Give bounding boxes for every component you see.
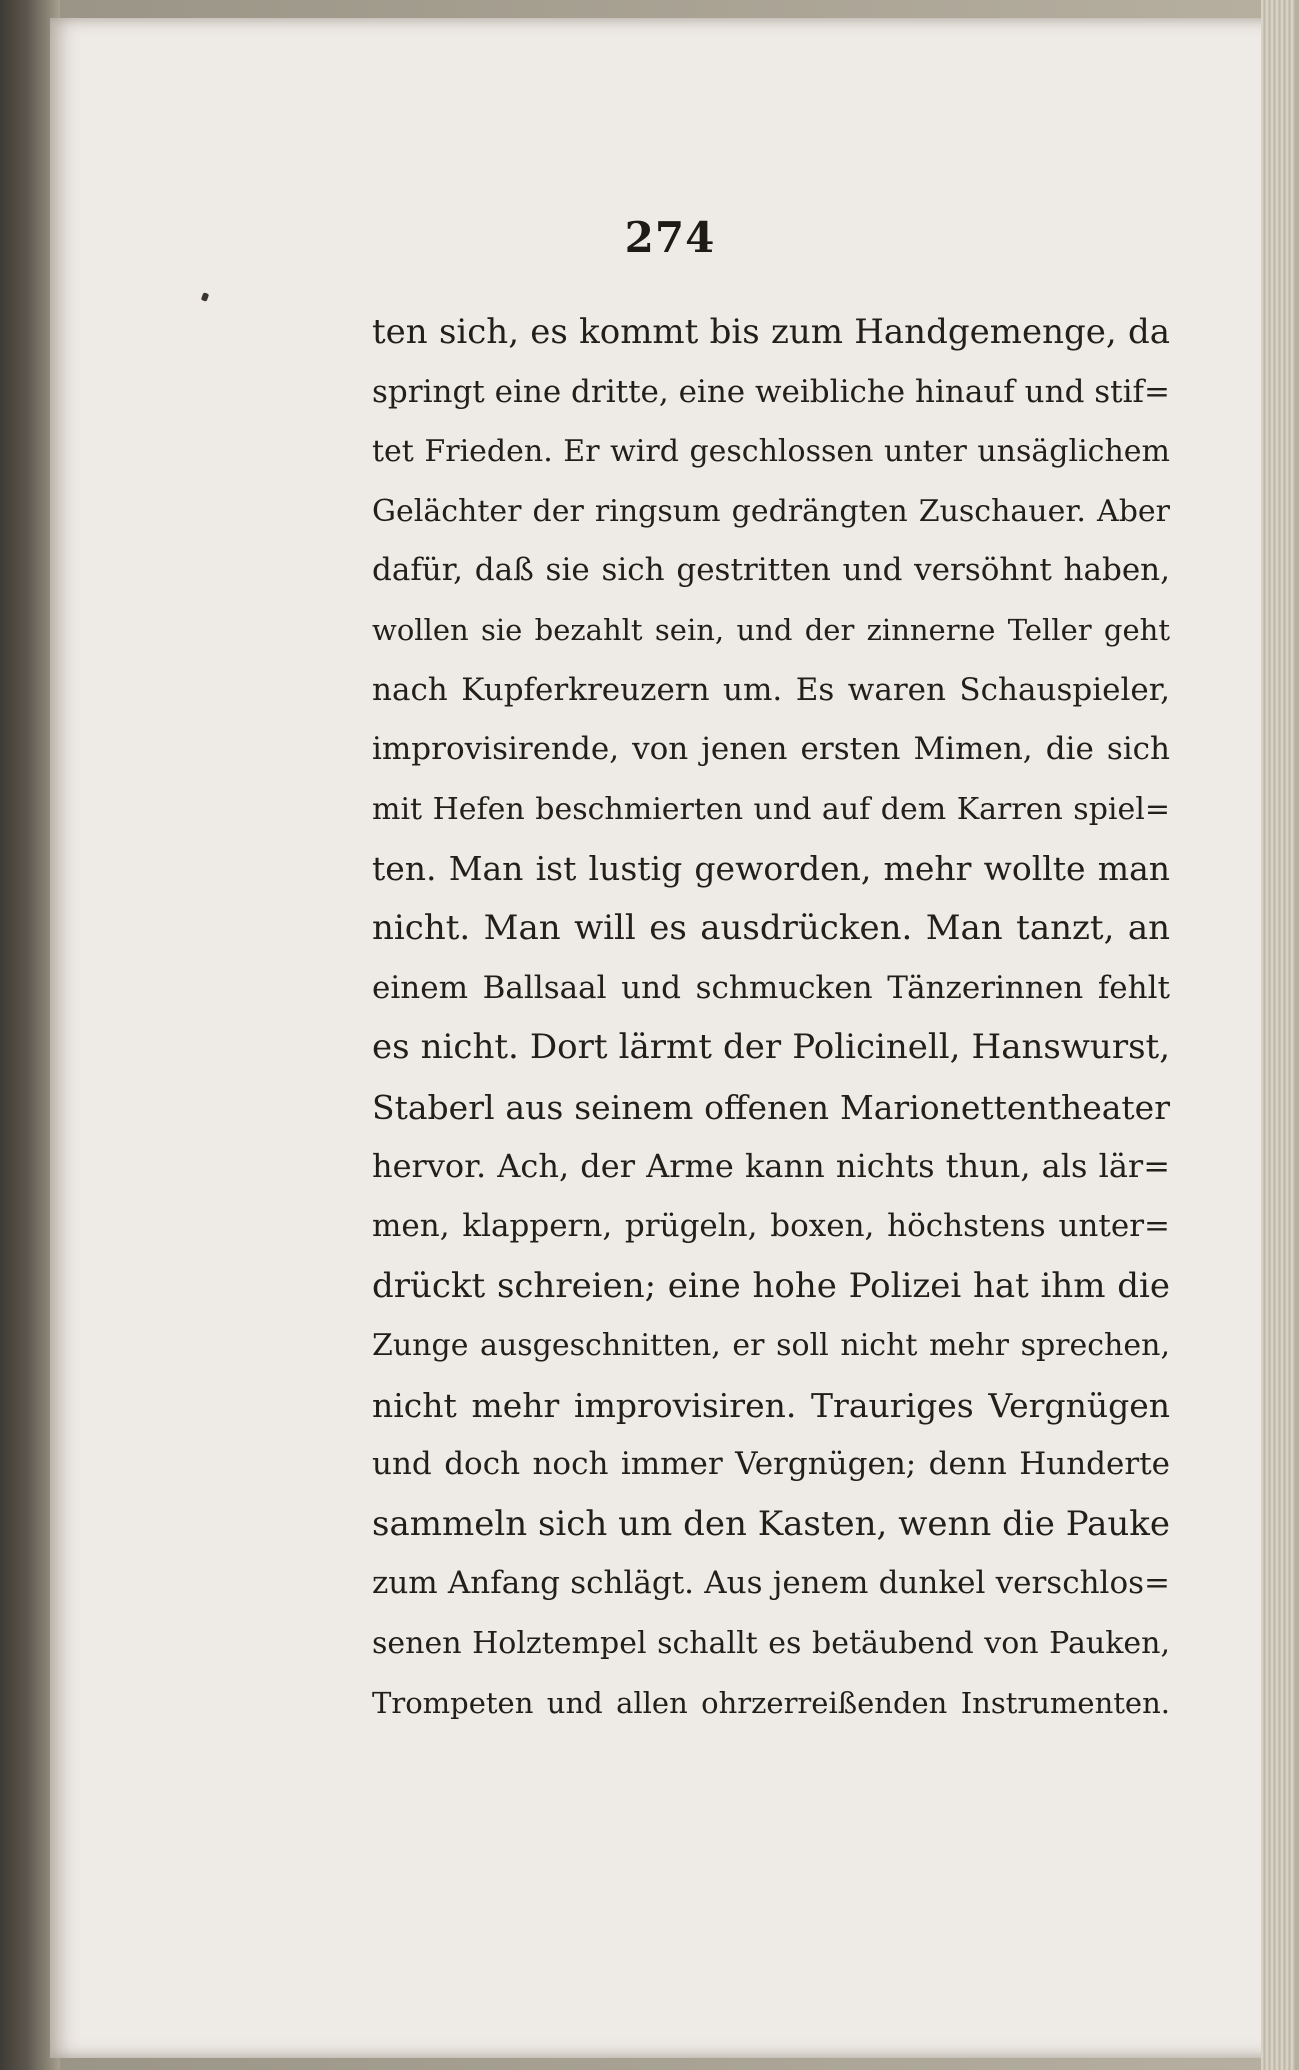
- text-line: ten sich, es kommt bis zum Handgemenge, da: [372, 312, 1170, 352]
- text-line: einem Ballsaal und schmucken Tänzerinnen fehlt: [372, 969, 1170, 1006]
- page-number: 274: [624, 213, 716, 262]
- text-line: es nicht. Dort lärmt der Policinell, Hanswurst,: [372, 1027, 1170, 1068]
- text-line: mit Hefen beschmierten und auf dem Karren spiel=: [372, 791, 1170, 827]
- text-line: zum Anfang schlägt. Aus jenem dunkel verschlos=: [372, 1565, 1170, 1602]
- text-line: hervor. Ach, der Arme kann nichts thun, als lär=: [372, 1147, 1170, 1186]
- text-line: und doch noch immer Vergnügen; denn Hunderte: [372, 1446, 1170, 1483]
- text-line: Staberl aus seinem offenen Marionettentheater: [372, 1087, 1170, 1127]
- text-line: senen Holztempel schallt es betäubend von Pauken,: [372, 1626, 1170, 1662]
- text-line: men, klappern, prügeln, boxen, höchstens unter=: [372, 1207, 1170, 1244]
- page-edges: [1261, 0, 1295, 2070]
- text-line: nicht. Man will es ausdrücken. Man tanzt, an: [372, 907, 1170, 948]
- text-line: tet Frieden. Er wird geschlossen unter unsäglichem: [372, 434, 1170, 470]
- text-line: nach Kupferkreuzern um. Es waren Schauspieler,: [372, 671, 1170, 708]
- text-line: drückt schreien; eine hohe Polizei hat ihm die: [372, 1265, 1170, 1306]
- text-line: wollen sie bezahlt sein, und der zinnerne Teller geht: [372, 612, 1170, 647]
- text-line: ten. Man ist lustig geworden, mehr wollte man: [372, 849, 1170, 889]
- text-line: improvisirende, von jenen ersten Mimen, die sich: [372, 731, 1170, 768]
- text-line: Gelächter der ringsum gedrängten Zuschauer. Aber: [372, 493, 1170, 529]
- book-page: [50, 18, 1290, 2058]
- text-line: springt eine dritte, eine weibliche hinauf und stif=: [372, 373, 1170, 410]
- ink-speck: [201, 292, 209, 302]
- body-text: [372, 303, 1170, 1733]
- text-line: Trompeten und allen ohrzerreißenden Instrumenten.: [372, 1685, 1170, 1720]
- text-line: sammeln sich um den Kasten, wenn die Pauke: [372, 1503, 1170, 1544]
- text-line: Zunge ausgeschnitten, er soll nicht mehr sprechen,: [372, 1328, 1170, 1364]
- text-line: dafür, daß sie sich gestritten und versöhnt haben,: [372, 552, 1170, 589]
- text-line: nicht mehr improvisiren. Trauriges Vergnügen: [372, 1385, 1170, 1425]
